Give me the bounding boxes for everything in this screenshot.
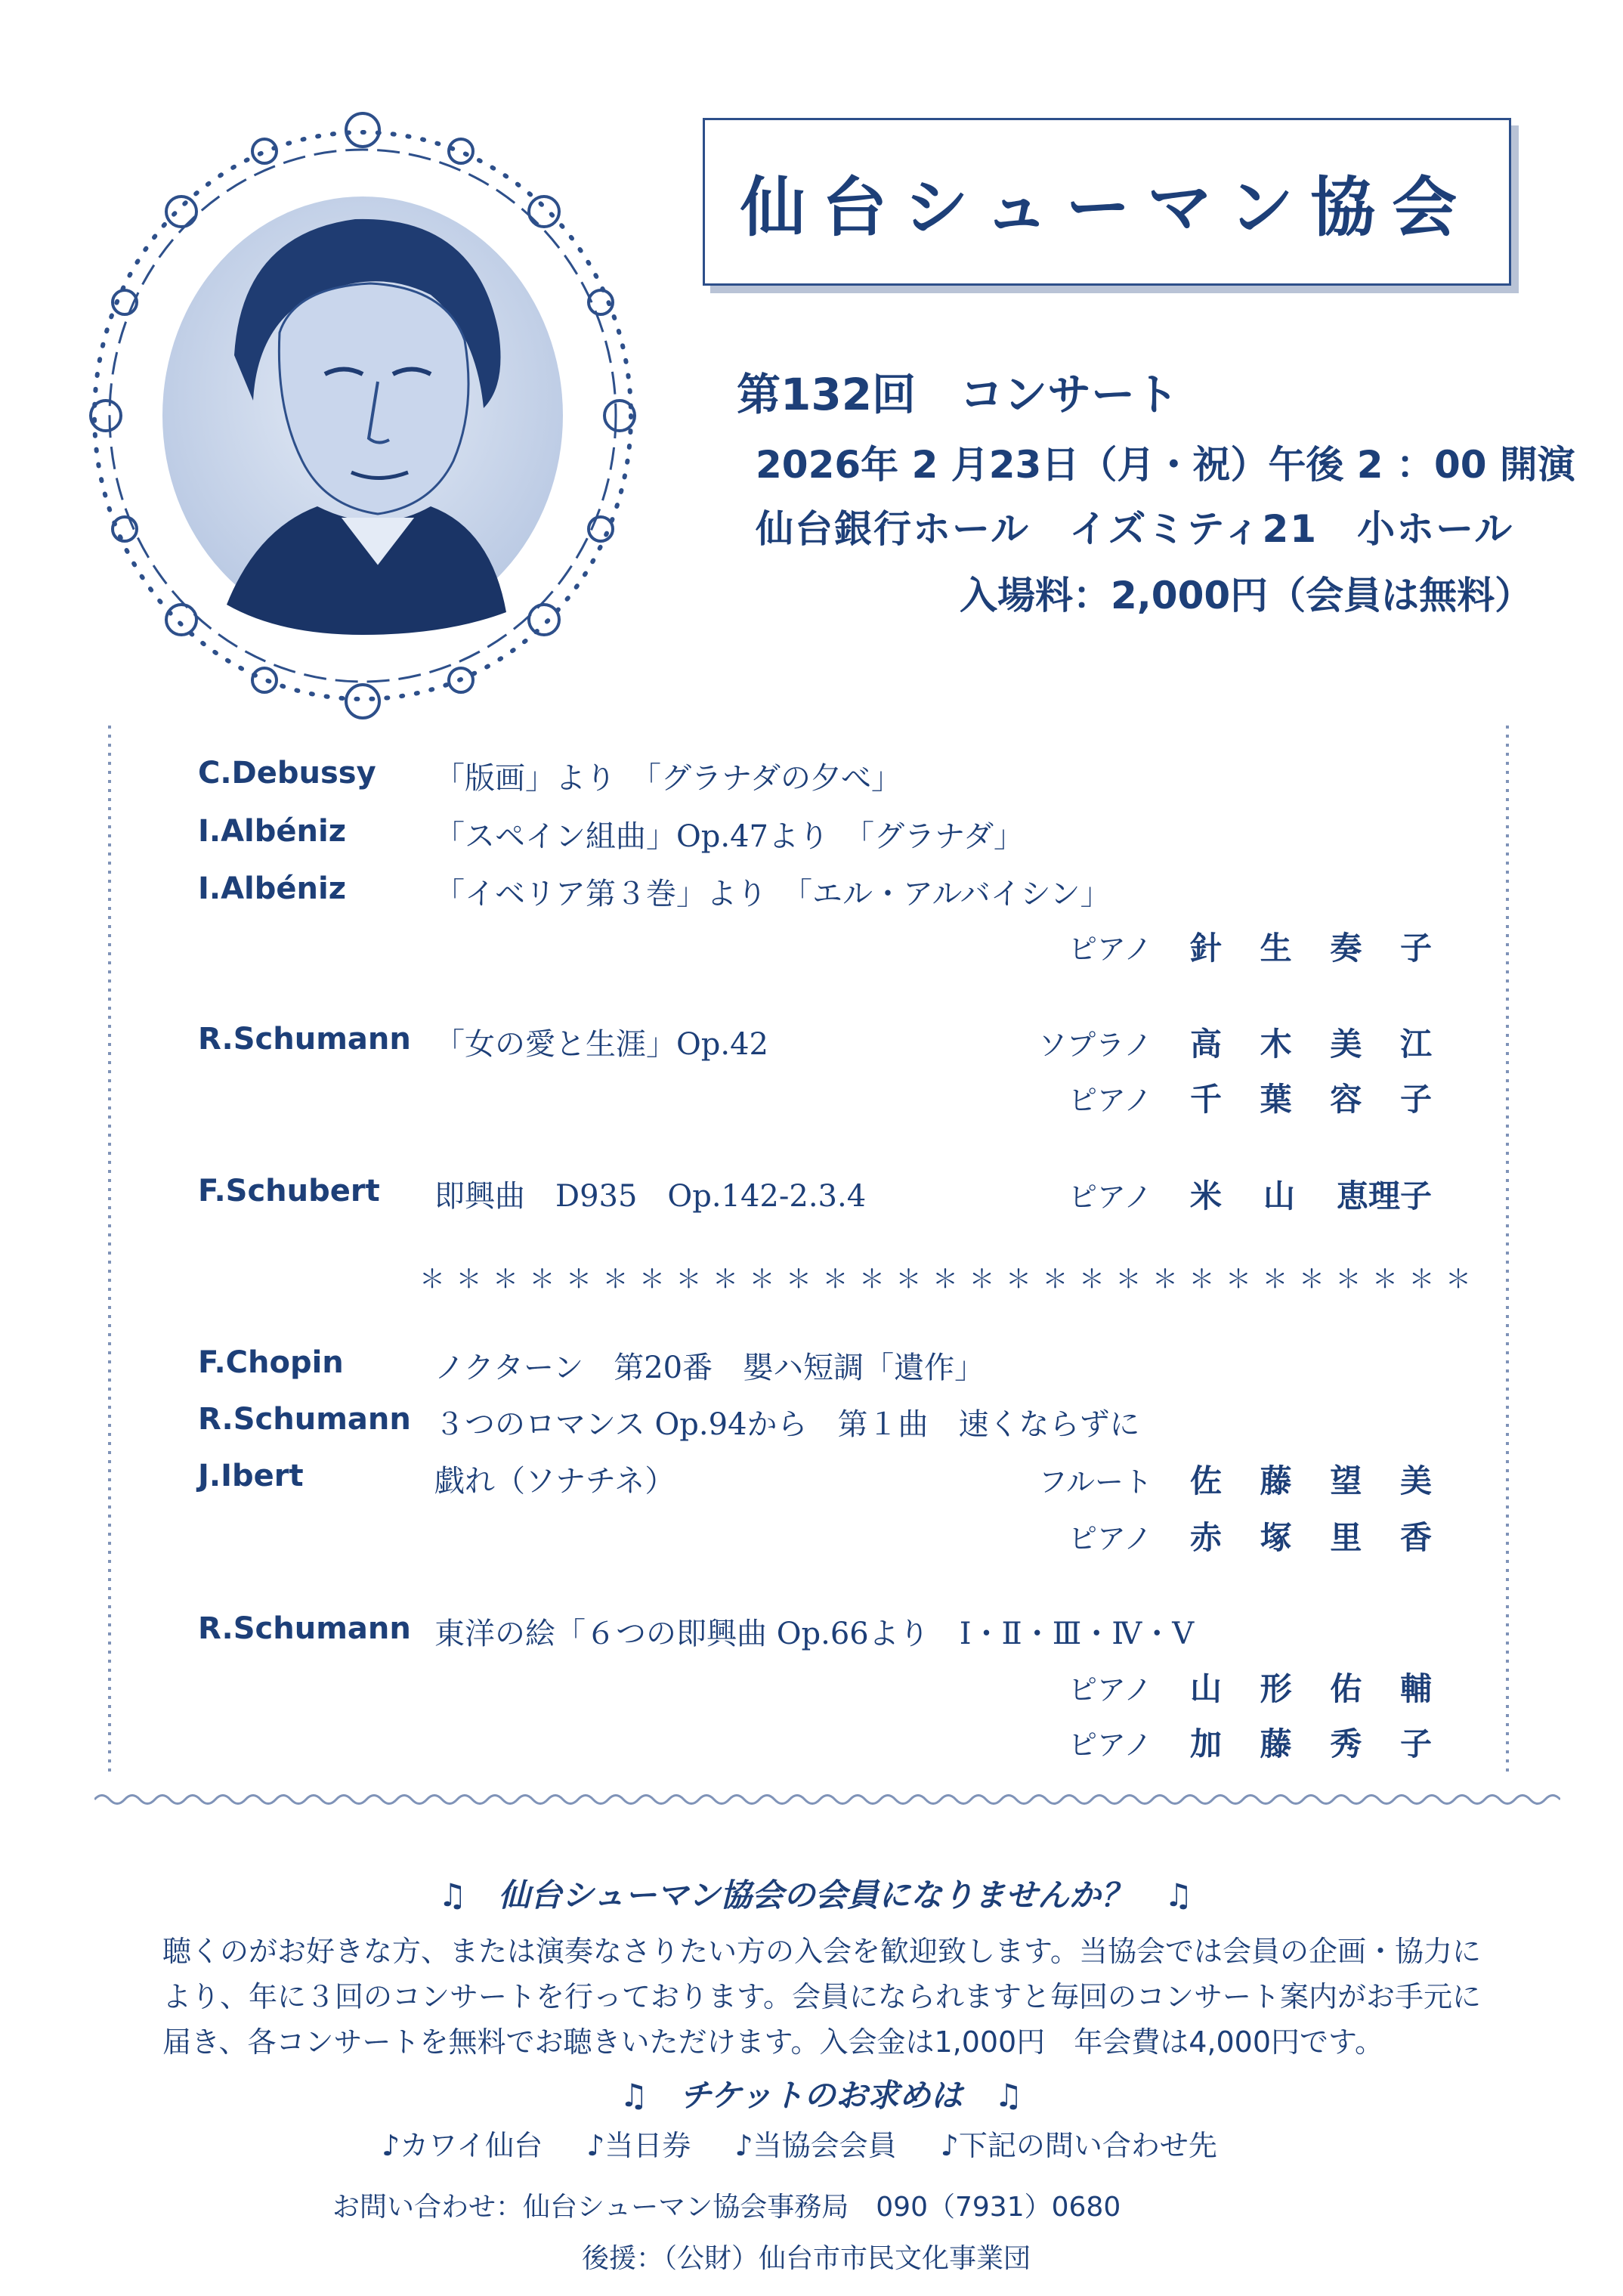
program-composer: R.Schumann (198, 1022, 411, 1057)
concert-number: 第132回 コンサート (737, 369, 1179, 420)
program-composer: R.Schumann (198, 1402, 411, 1437)
membership-heading: ♫ 仙台シューマン協会の会員になりませんか？ ♫ (438, 1877, 1193, 1914)
program-work: 「女の愛と生涯」Op.42 (434, 1027, 769, 1062)
schumann-portrait-wreath (53, 83, 672, 748)
performer-name: 赤 塚 里 香 (1190, 1519, 1432, 1556)
contact-info: お問い合わせ：仙台シューマン協会事務局 090（7931）0680 (332, 2192, 1121, 2223)
program-composer: I.Albéniz (198, 871, 346, 906)
admission-fee: 入場料：2,000円（会員は無料） (960, 574, 1533, 617)
performer-name: 高 木 美 江 (1190, 1026, 1432, 1063)
performer-role: ピアノ (1068, 1522, 1152, 1555)
society-title: 仙台シューマン協会 (740, 169, 1474, 246)
performer-name: 針 生 奏 子 (1190, 930, 1432, 967)
performer-role: ピアノ (1068, 1180, 1152, 1214)
concert-date-time: 2026年 2 月23日（月・祝）午後 2 ：00 開演 (756, 443, 1575, 487)
concert-venue: 仙台銀行ホール イズミティ21 小ホール (756, 507, 1514, 551)
program-work: 「版画」より 「グラナダの夕べ」 (434, 761, 901, 796)
program-work: 東洋の絵「６つの即興曲 Op.66より Ⅰ・Ⅱ・Ⅲ・Ⅳ・Ⅴ (434, 1617, 1195, 1651)
ticket-outlet: ♪当協会会員 (734, 2129, 897, 2162)
performer-name: 佐 藤 望 美 (1190, 1462, 1432, 1499)
performer-role: ピアノ (1068, 1084, 1152, 1117)
program-composer: F.Schubert (198, 1174, 380, 1208)
performer-role: ピアノ (1068, 933, 1152, 966)
performer-name: 加 藤 秀 子 (1190, 1725, 1432, 1762)
performer-name: 米 山 恵理子 (1190, 1177, 1432, 1215)
membership-text: 聴くのがお好きな方、または演奏なさりたい方の入会を歓迎致します。当協会では会員の企画・協力により、年に３回のコンサートを行っております。会員になられますと毎回のコンサート案内がお手元に届き、各コンサートを無料でお聴きいただけます。入会金は1,000円 年会費は4,000円です。 (162, 1935, 1481, 2059)
performer-name: 山 形 佑 輔 (1190, 1670, 1432, 1707)
program-work: 即興曲 D935 Op.142-2.3.4 (434, 1179, 867, 1214)
performer-role: ソプラノ (1038, 1029, 1152, 1062)
ticket-outlet: ♪下記の問い合わせ先 (940, 2129, 1217, 2162)
sponsor-info: 後援：（公財）仙台市市民文化事業団 (582, 2243, 1031, 2274)
program-frame-left (106, 726, 113, 1772)
ticket-outlet: ♪カワイ仙台 (382, 2129, 543, 2162)
program-work: 戯れ（ソナチネ） (434, 1464, 675, 1499)
program-work: 「イベリア第３巻」より 「エル・アルバイシン」 (434, 877, 1111, 911)
program-composer: J.Ibert (198, 1459, 304, 1493)
program-composer: F.Chopin (198, 1345, 344, 1380)
ticket-heading: ♫ チケットのお求めは ♫ (620, 2077, 1023, 2114)
performer-role: フルート (1038, 1465, 1152, 1499)
program-work: 「スペイン組曲」Op.47より 「グラナダ」 (434, 819, 1025, 854)
ticket-outlet: ♪当日券 (586, 2129, 691, 2162)
program-frame-bottom (94, 1791, 1560, 1808)
program-work: ノクターン 第20番 嬰ハ短調「遺作」 (434, 1351, 985, 1385)
performer-role: ピアノ (1068, 1673, 1152, 1707)
program-separator: ＊＊＊＊＊＊＊＊＊＊＊＊＊＊＊＊＊＊＊＊＊＊＊＊＊＊＊＊＊ (419, 1264, 1482, 1295)
program-composer: R.Schumann (198, 1611, 411, 1646)
program-composer: C.Debussy (198, 756, 376, 791)
performer-role: ピアノ (1068, 1728, 1152, 1762)
program-composer: I.Albéniz (198, 814, 346, 849)
program-work: ３つのロマンス Op.94から 第１曲 速くならずに (434, 1407, 1140, 1442)
ticket-outlets (382, 2122, 1261, 2164)
program-frame-right (1504, 726, 1511, 1772)
performer-name: 千 葉 容 子 (1190, 1081, 1432, 1118)
